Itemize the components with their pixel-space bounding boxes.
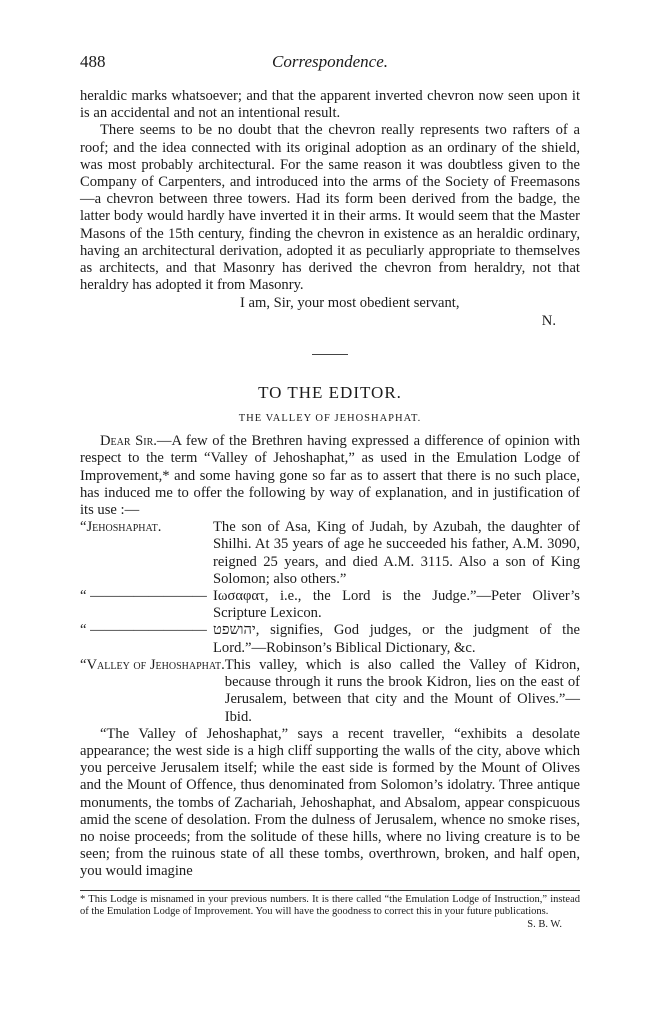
definition-entry bbox=[80, 519, 580, 588]
definition-term: “ ———————— bbox=[80, 622, 207, 639]
definition-text: יהושפט, signifies, God judges, or the judgment of the Lord.”—Robinson’s Biblical Dictionary, &c. bbox=[213, 622, 580, 656]
salutation: Dear Sir. bbox=[100, 433, 157, 450]
page-body bbox=[80, 88, 580, 931]
footnote-rule bbox=[80, 890, 580, 891]
definition-entry bbox=[80, 588, 580, 622]
page-header bbox=[80, 52, 580, 76]
running-title: Correspondence. bbox=[272, 52, 388, 71]
definition-text: The son of Asa, King of Judah, by Azubah, the daughter of Shilhi. At 35 years of age he succeeded his father, A.M. 3090, reigned 25 years, and died A.M. 3115. Also a son of King Solomon; also others.” bbox=[213, 519, 580, 587]
footnote-text: * This Lodge is misnamed in your previous numbers. It is there called “the Emulation Lodge of Instruction,” instead of the Emulation Lodge of Improvement. You will have the goodness to correct this in your future publications. bbox=[80, 893, 580, 918]
definition-text: This valley, which is also called the Valley of Kidron, because through it runs the brook Kidron, lies on the east of Jerusalem, between that city and the Mount of Olives.”—Ibid. bbox=[224, 656, 580, 725]
footnote bbox=[80, 893, 580, 930]
definition-entry bbox=[80, 657, 580, 726]
definition-term: “Valley of Jehoshaphat. bbox=[80, 656, 225, 673]
traveller-quote: “The Valley of Jehoshaphat,” says a recent traveller, “exhibits a desolate appearance; the west side is a high cliff supporting the walls of the city, above which you perceive Jerusalem itself; while the east side is formed by the Mount of Olives and the Mount of Offence, thus denominated from Solomon’s idolatry. Three antique monuments, the tombs of Zachariah, Jehoshaphat, and Absalom, appear conspicuous amid the scene of desolation. From the dulness of Jerusalem, whence no smoke rises, no noise proceeds; from the solitude of these hills, where no living creature is to be seen; from the ruinous state of all these tombs, overthrown, broken, and half open, you would imagine bbox=[80, 725, 580, 880]
letter2-intro bbox=[80, 433, 580, 519]
definition-term: “Jehoshaphat. bbox=[80, 519, 162, 536]
footnote-signature: S. B. W. bbox=[527, 918, 562, 930]
letter1-continuation: heraldic marks whatsoever; and that the apparent inverted chevron now seen upon it is an accidental and not an intentional result. bbox=[80, 88, 580, 122]
definition-term: “ ———————— bbox=[80, 588, 207, 605]
letter1-signature: N. bbox=[541, 312, 556, 329]
intro-text: —A few of the Brethren having expressed a difference of opinion with respect to the term “Valley of Jehoshaphat,” as used in the Emulation Lodge of Improvement,* and some having gone so far as to assert that there is no such place, has induced me to offer the following by way of explanation, and in justification of its use :— bbox=[80, 433, 581, 519]
section-divider bbox=[312, 354, 348, 355]
letter1-paragraph: There seems to be no doubt that the chevron really represents two rafters of a roof; and the idea connected with its original adoption as an ordinary of the shield, was most probably architectural. For the same reason it was doubtless given to the Company of Carpenters, and introduced into the arms of the Society of Freemasons—a chevron between three towers. Had its form been derived from the badge, the latter body would hardly have inverted it in their arms. It would seem that the Master Masons of the 15th century, finding the chevron in existence as an heraldic ordinary, having an architectural derivation, adopted it as peculiarly appropriate to themselves as architects, and that Masonry has derived the chevron from heraldry, not that heraldry has adopted it from Masonry. bbox=[80, 122, 580, 294]
page-number: 488 bbox=[80, 52, 106, 71]
letter2-heading: TO THE EDITOR. bbox=[258, 382, 402, 402]
letter1-closing: I am, Sir, your most obedient servant, bbox=[240, 295, 460, 312]
letter2-subheading: THE VALLEY OF JEHOSHAPHAT. bbox=[238, 413, 422, 425]
definition-text: Ιωσαφατ, i.e., the Lord is the Judge.”—Peter Oliver’s Scripture Lexicon. bbox=[213, 588, 580, 622]
definition-entry bbox=[80, 622, 580, 656]
